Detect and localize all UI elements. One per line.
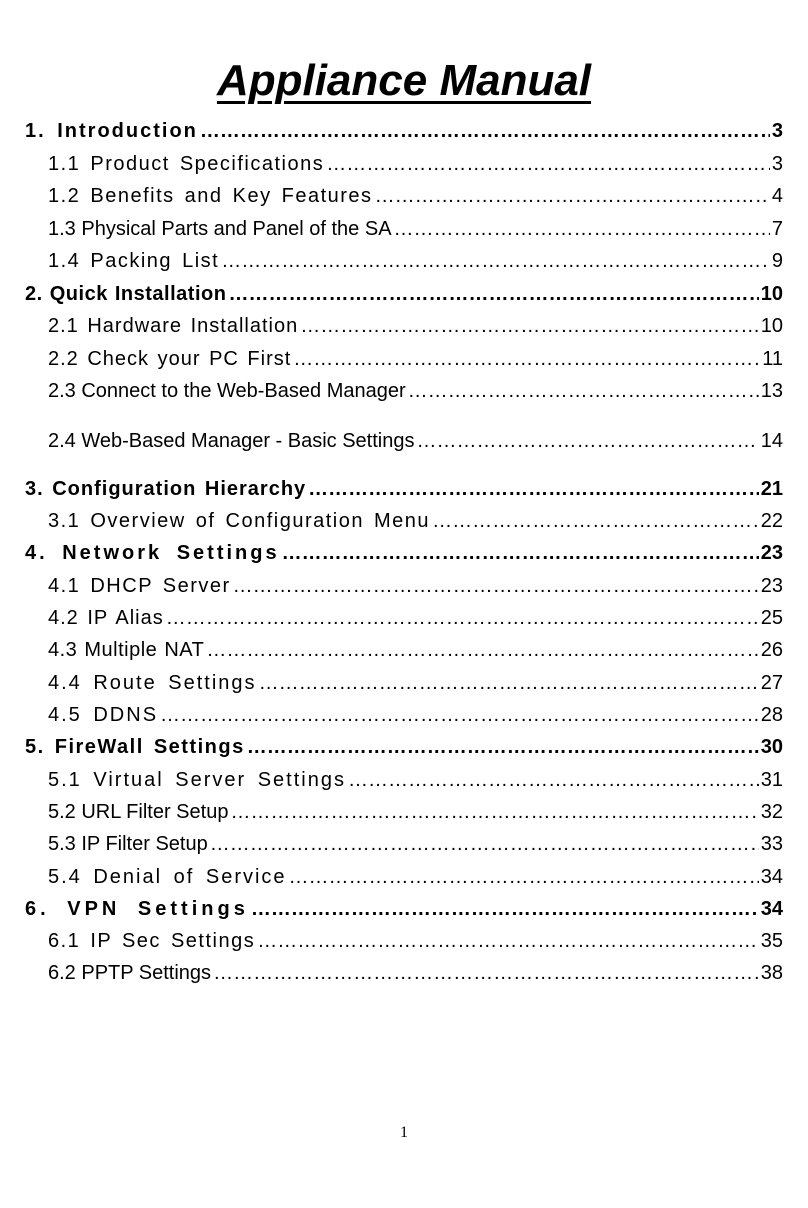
toc-leader-dots xyxy=(230,801,758,824)
toc-leader-dots xyxy=(228,283,758,306)
toc-entry-page: 7 xyxy=(771,218,783,240)
toc-entry-label: 1.4 Packing List xyxy=(48,250,220,272)
toc-leader-dots xyxy=(348,769,759,792)
toc-leader-dots xyxy=(247,736,759,759)
toc-leader-dots xyxy=(233,575,759,598)
toc-entry xyxy=(48,185,783,208)
toc-entry-label: 2. Quick Installation xyxy=(25,283,227,305)
toc-leader-dots xyxy=(160,704,759,727)
toc-leader-dots xyxy=(293,348,760,371)
toc-entry xyxy=(48,639,783,662)
toc-leader-dots xyxy=(259,672,759,695)
toc-entry-page: 10 xyxy=(760,315,783,337)
toc-entry-label: 5. FireWall Settings xyxy=(25,736,245,758)
toc-entry xyxy=(48,430,783,453)
toc-entry xyxy=(48,866,783,889)
toc-entry xyxy=(48,672,783,695)
toc-entry-page: 33 xyxy=(760,833,783,855)
toc-entry xyxy=(48,962,783,985)
toc-entry-label: 3. Configuration Hierarchy xyxy=(25,478,307,500)
toc-entry xyxy=(48,250,783,273)
toc-entry-page: 9 xyxy=(771,250,783,272)
toc-entry-page: 4 xyxy=(771,185,783,207)
toc-entry-label: 1.3 Physical Parts and Panel of the SA xyxy=(48,218,392,240)
toc-leader-dots xyxy=(251,898,759,921)
toc-entry xyxy=(48,930,783,953)
toc-leader-dots xyxy=(213,962,759,985)
toc-entry-page: 35 xyxy=(760,930,783,952)
toc-entry xyxy=(25,120,783,143)
toc-entry-page: 34 xyxy=(760,898,783,920)
toc-entry-label: 6. VPN Settings xyxy=(25,898,249,920)
toc-entry xyxy=(48,153,783,176)
toc-entry-label: 5.3 IP Filter Setup xyxy=(48,833,208,855)
toc-entry-label: 2.1 Hardware Installation xyxy=(48,315,299,337)
toc-leader-dots xyxy=(166,607,759,630)
toc-entry-page: 30 xyxy=(760,736,783,758)
toc-entry-label: 4.4 Route Settings xyxy=(48,672,257,694)
toc-leader-dots xyxy=(308,478,759,501)
toc-leader-dots xyxy=(300,315,759,338)
toc-leader-dots xyxy=(394,218,770,241)
toc-entry-page: 34 xyxy=(760,866,783,888)
toc-entry-page: 11 xyxy=(762,348,783,370)
toc-leader-dots xyxy=(210,833,759,856)
toc-entry-label: 6.1 IP Sec Settings xyxy=(48,930,256,952)
toc-entry-label: 4. Network Settings xyxy=(25,542,280,564)
toc-entry-page: 23 xyxy=(760,575,783,597)
toc-entry-page: 14 xyxy=(760,430,783,452)
toc-entry-page: 22 xyxy=(760,510,783,532)
toc-entry xyxy=(25,736,783,759)
toc-entry-page: 3 xyxy=(771,153,783,175)
toc-entry xyxy=(48,315,783,338)
toc-entry xyxy=(48,380,783,403)
toc-entry-page: 38 xyxy=(760,962,783,984)
toc-entry xyxy=(48,510,783,533)
toc-entry-page: 28 xyxy=(760,704,783,726)
toc-entry-label: 4.5 DDNS xyxy=(48,704,159,726)
toc-entry xyxy=(48,348,783,371)
toc-leader-dots xyxy=(375,185,770,208)
toc-entry-page: 27 xyxy=(760,672,783,694)
toc-entry-page: 13 xyxy=(760,380,783,402)
toc-entry-page: 3 xyxy=(771,120,783,142)
toc-leader-dots xyxy=(221,250,770,273)
toc-leader-dots xyxy=(416,430,758,453)
toc-entry xyxy=(25,898,783,921)
toc-entry-page: 10 xyxy=(760,283,783,305)
toc-entry xyxy=(48,575,783,598)
toc-entry xyxy=(48,833,783,856)
toc-entry xyxy=(25,542,783,565)
toc-entry-label: 6.2 PPTP Settings xyxy=(48,962,212,984)
toc-entry-label: 3.1 Overview of Configuration Menu xyxy=(48,510,431,532)
toc-leader-dots xyxy=(282,542,759,565)
toc-entry-label: 1. Introduction xyxy=(25,120,198,142)
toc-leader-dots xyxy=(206,639,758,662)
toc-entry-label: 2.4 Web-Based Manager - Basic Settings xyxy=(48,430,415,452)
toc-entry xyxy=(48,769,783,792)
toc-leader-dots xyxy=(257,930,759,953)
toc-entry-page: 25 xyxy=(760,607,783,629)
toc-entry-label: 5.2 URL Filter Setup xyxy=(48,801,229,823)
toc-entry-page: 21 xyxy=(760,478,783,500)
toc-entry-page: 31 xyxy=(760,769,783,791)
toc-entry-label: 4.3 Multiple NAT xyxy=(48,639,205,661)
toc-entry-page: 32 xyxy=(760,801,783,823)
document-title: Appliance Manual xyxy=(216,56,592,105)
toc-entry-label: 1.2 Benefits and Key Features xyxy=(48,185,373,207)
toc-leader-dots xyxy=(408,380,759,403)
toc-entry-label: 5.4 Denial of Service xyxy=(48,866,287,888)
toc-entry-label: 2.3 Connect to the Web-Based Manager xyxy=(48,380,406,402)
toc-entry-label: 2.2 Check your PC First xyxy=(48,348,292,370)
toc-entry-label: 1.1 Product Specifications xyxy=(48,153,325,175)
toc-leader-dots xyxy=(289,866,759,889)
toc-entry xyxy=(48,607,783,630)
toc-entry-label: 5.1 Virtual Server Settings xyxy=(48,769,346,791)
toc-entry xyxy=(48,704,783,727)
toc-leader-dots xyxy=(432,510,759,533)
page-number: 1 xyxy=(400,1124,408,1141)
toc-leader-dots xyxy=(200,120,770,143)
toc-entry-page: 23 xyxy=(760,542,783,564)
toc-entry xyxy=(25,478,783,501)
toc-leader-dots xyxy=(326,153,770,176)
toc-entry xyxy=(48,801,783,824)
toc-entry-label: 4.1 DHCP Server xyxy=(48,575,231,597)
toc-entry-label: 4.2 IP Alias xyxy=(48,607,164,629)
toc-entry xyxy=(48,218,783,241)
toc-entry-page: 26 xyxy=(760,639,783,661)
toc-entry xyxy=(25,283,783,306)
